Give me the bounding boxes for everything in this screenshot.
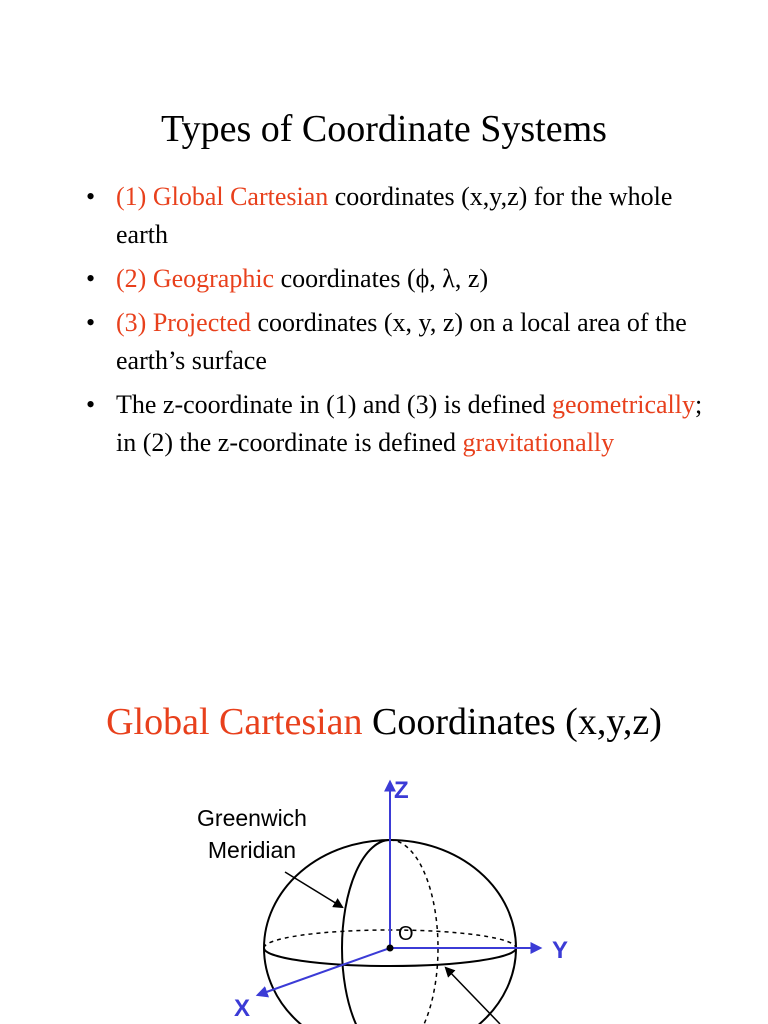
x-axis-label: X	[234, 995, 251, 1022]
bullet-highlight: geometrically	[552, 390, 695, 419]
origin-label: O	[398, 923, 414, 945]
bullet-highlight: (3) Projected	[116, 308, 252, 337]
bullet-text: coordinates (x,y,z) for the whole earth	[116, 182, 673, 249]
title-highlight: Global Cartesian	[106, 701, 363, 743]
greenwich-label-line2: Meridian	[207, 837, 297, 863]
slide-title	[0, 696, 768, 748]
globe-diagram	[0, 760, 768, 1024]
bullet-icon: •	[86, 182, 96, 211]
bullet-item	[84, 386, 704, 462]
greenwich-label-line1: Greenwich	[197, 805, 307, 831]
title-text: Coordinates (x,y,z)	[362, 701, 662, 743]
bullet-icon: •	[86, 390, 96, 419]
bullet-highlight: (2) Geographic	[116, 264, 275, 293]
greenwich-pointer	[285, 872, 342, 907]
bullet-highlight: (1) Global Cartesian	[116, 182, 329, 211]
bullet-item	[84, 178, 704, 254]
bullet-icon: •	[86, 308, 96, 337]
bullet-list	[84, 178, 704, 468]
bullet-text: coordinates (x, y, z) on a local area of the earth’s surface	[116, 308, 687, 375]
x-axis	[258, 948, 390, 995]
z-axis-label: Z	[394, 777, 409, 804]
bullet-icon: •	[86, 264, 96, 293]
equator-pointer	[446, 968, 500, 1024]
bullet-text: ; in (2) the z-coordinate is defined	[116, 390, 703, 457]
bullet-highlight: gravitationally	[462, 428, 615, 457]
greenwich-meridian	[342, 840, 390, 1024]
bullet-text: The z-coordinate in (1) and (3) is defined	[116, 390, 553, 419]
slide-title: Types of Coordinate Systems	[161, 108, 607, 150]
origin-dot	[387, 945, 394, 952]
bullet-item	[84, 304, 704, 380]
bullet-text: coordinates (ϕ, λ, z)	[274, 264, 489, 293]
bullet-item	[84, 260, 704, 298]
y-axis-label: Y	[552, 937, 569, 964]
